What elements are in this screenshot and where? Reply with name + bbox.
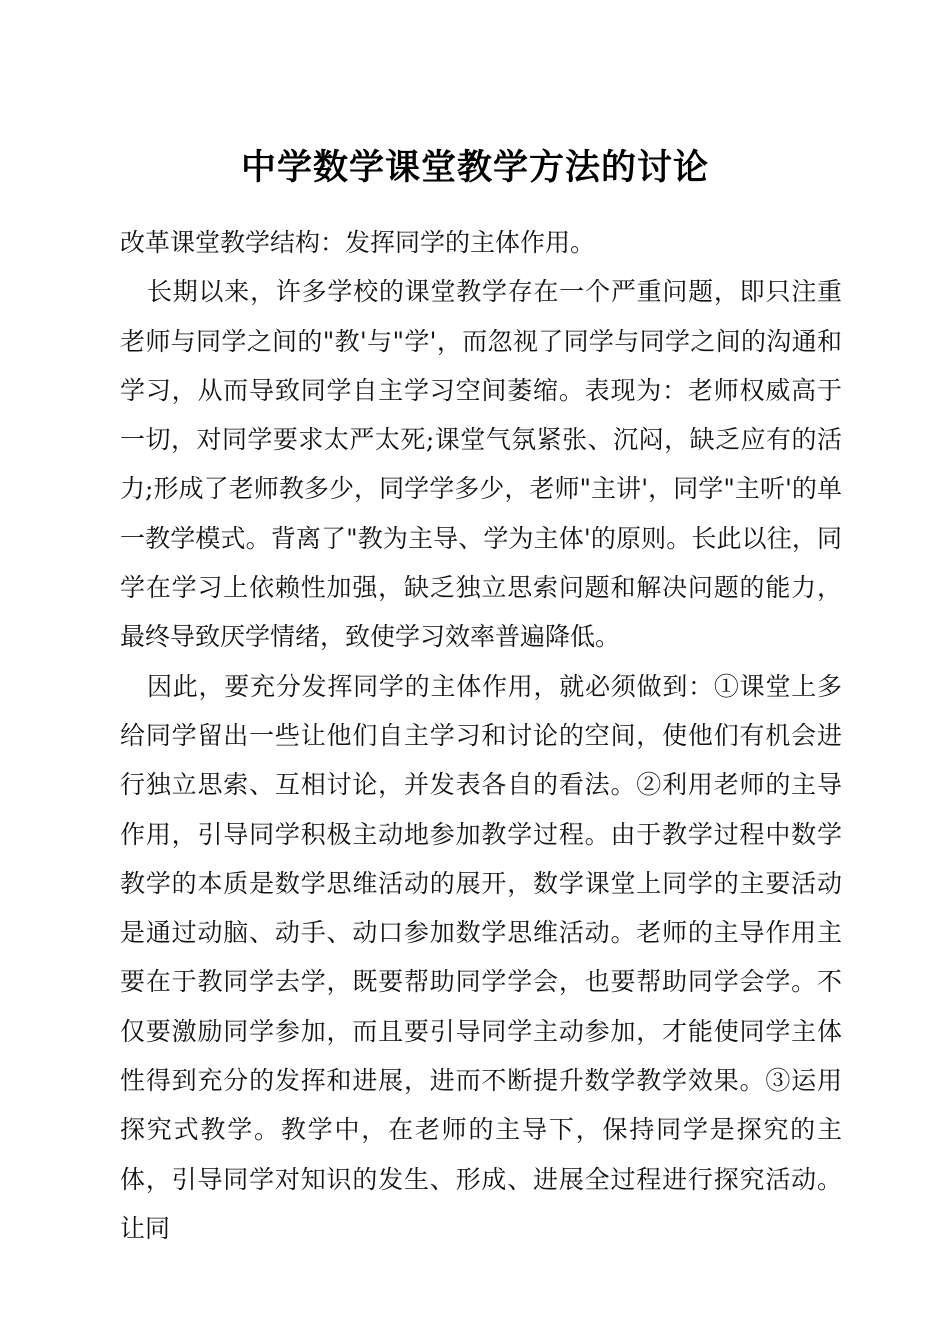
paragraph: 因此，要充分发挥同学的主体作用，就必须做到：①课堂上多给同学留出一些让他们自主学习和讨论的空间，使他们有机会进行独立思索、互相讨论，并发表各自的看法。②利用老师的主导作用，引导同学积极主动地参加教学过程。由于教学过程中数学教学的本质是数学思维活动的展开，数学课堂上同学的主要活动是通过动脑、动手、动口参加数学思维活动。老师的主导作用主要在于教同学去学，既要帮助同学学会，也要帮助同学会学。不仅要激励同学参加，而且要引导同学主动参加，才能使同学主体性得到充分的发挥和进展，进而不断提升数学教学效果。③运用探究式教学。教学中，在老师的主导下，保持同学是探究的主体，引导同学对知识的发生、形成、进展全过程进行探究活动。让同 — [120, 671, 842, 1243]
paragraph-heading: 改革课堂教学结构：发挥同学的主体作用。 — [120, 228, 596, 257]
document-title: 中学数学课堂教学方法的讨论 — [240, 147, 709, 188]
paragraph: 长期以来，许多学校的课堂教学存在一个严重问题，即只注重老师与同学之间的"教'与"学'，而忽视了同学与同学之间的沟通和学习，从而导致同学自主学习空间萎缩。表现为：老师权威高于一切，对同学要求太严太死;课堂气氛紧张、沉闷，缺乏应有的活力;形成了老师教多少，同学学多少，老师"主讲'，同学"主听'的单一教学模式。背离了"教为主导、学为主体'的原则。长此以往，同学在学习上依赖性加强，缺乏独立思索问题和解决问题的能力，最终导致厌学情绪，致使学习效率普遍降低。 — [120, 277, 842, 652]
document-body — [120, 218, 842, 1253]
